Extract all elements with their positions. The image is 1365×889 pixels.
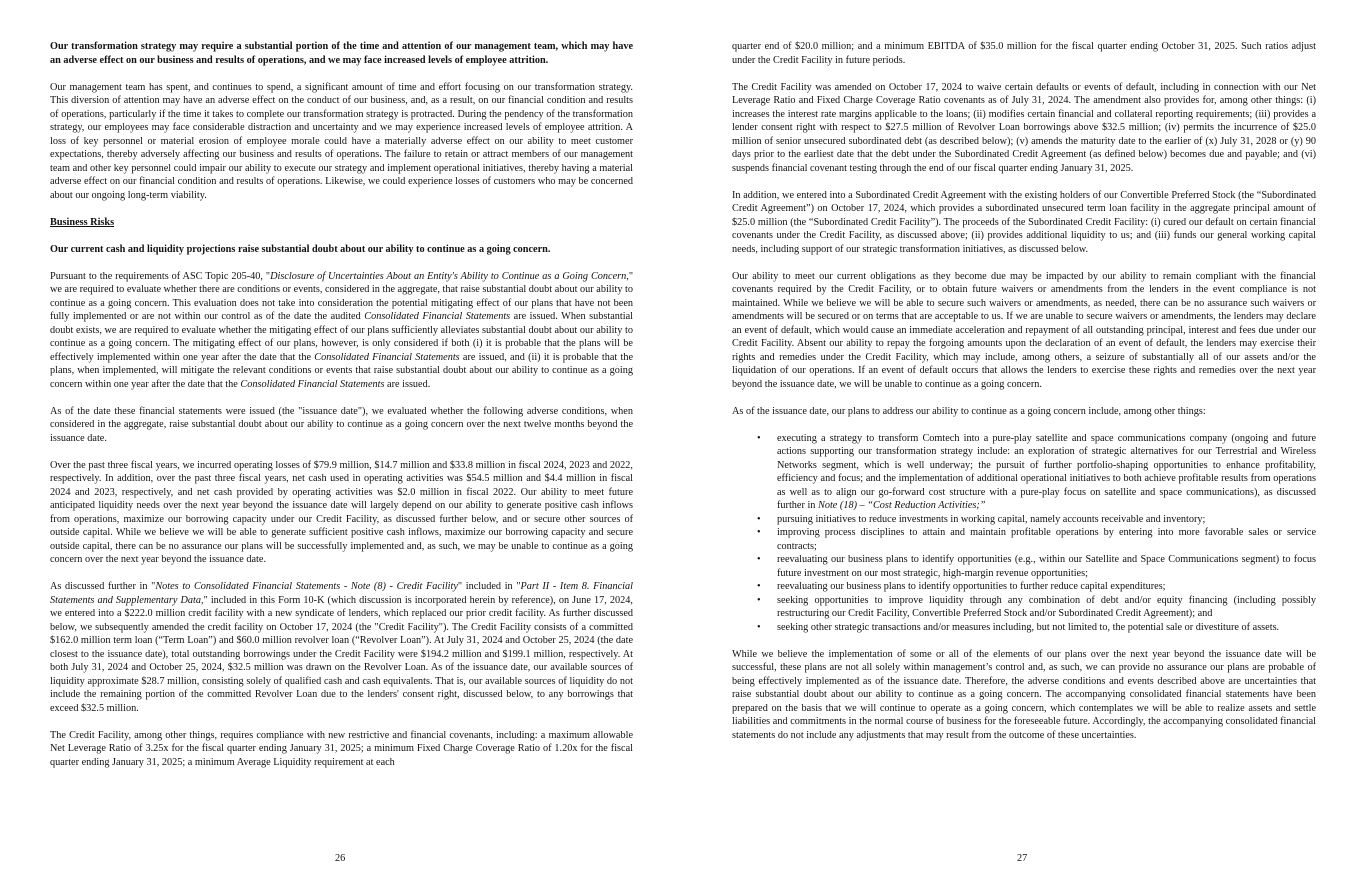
paragraph: Our management team has spent, and continues to spend, a significant amount of time and effort focusing on our transformation strategy. This diversion of attention may have an adverse effect on the conduct of our business, and, as a result, on our financial condition and results of operations, particularly if the time it takes to complete our transformation strategy is protracted. During the pendency of the transformation strategy, our employees may face considerable distraction and uncertainty and we may experience increased levels of employee attrition. A loss of key personnel or material erosion of employee morale could have a materially adverse effect on our ability to meet customer expectations, thereby adversely affecting our business and results of operations. The failure to retain or attract members of our management team and other key personnel could impair our ability to execute our strategy and implement operational initiatives, thereby having a material adverse effect on our financial condition and results of operations. Likewise, we could experience losses of customers who may be concerned about our ongoing long-term viability. [50,81,633,201]
italic-run: Consolidated Financial Statements [314,351,460,363]
paragraph: In addition, we entered into a Subordinated Credit Agreement with the existing holders of our Convertible Preferred Stock (the “Subordinated Credit Agreement”) on October 17, 2024, which provides a subordinated unsecured term loan facility in the aggregate principal amount of $25.0 million (the “Subordinated Credit Facility”). The proceeds of the Subordinated Credit Facility: (i) cured our default on certain financial covenants under the Credit Facility, as discussed above; (ii) provides additional liquidity to us; and (iii) funds our general working capital needs, including support of our strategic transformation initiatives, as discussed below. [732,189,1316,255]
italic-run: Disclosure of Uncertainties About an Entity's Ability to Continue as a Going Concern [270,270,627,282]
text-run: pursuing initiatives to reduce investments in working capital, namely accounts receivable and inventory; [777,513,1206,525]
paragraph: quarter end of $20.0 million; and a minimum EBITDA of $35.0 million for the fiscal quarter ending October 31, 2025. Such ratios adjust under the Credit Facility in future periods. [732,41,1316,66]
italic-run: Consolidated Financial Statements [240,378,385,390]
transformation-risk-heading: Our transformation strategy may require a substantial portion of the time and attention of our management team, which may have an adverse effect on our business and results of operations, and we may face increased levels of employee attrition. [50,41,633,66]
going-concern-risk-heading: Our current cash and liquidity projections raise substantial doubt about our ability to continue as a going concern. [50,243,551,255]
text-run: " included in " [457,581,521,592]
right-page [732,40,1316,742]
list-item [757,513,1316,527]
italic-run: Note (18) – “Cost Reduction Activities;” [818,500,986,511]
text-run: improving process disciplines to attain and maintain profitable operations by entering into more favorable sales or service contracts; [777,527,1316,552]
text-run: As discussed further in " [50,581,156,592]
text-run: " included in this Form 10-K (which discussion is incorporated herein by reference), on June 17, 2024, we entered into a $222.0 million credit facility with a new syndicate of lenders, which replaced our prior credit facility. As further discussed below, we subsequently amended the credit facility on October 17, 2024 (the "Credit Facility"). The Credit Facility consists of a committed $162.0 million term loan (“Term Loan”) and $60.0 million revolver loan (“Revolver Loan”). At July 31, 2024 and October 25, 2024 (the date closest to the issuance date), total outstanding borrowings under the Credit Facility were $194.2 million and $199.1 million, respectively. At both July 31, 2024 and October 25, 2024, $32.5 million was drawn on the Revolver Loan. As of the issuance date, our available sources of liquidity approximate $28.7 million, consisting solely of qualified cash and cash equivalents. That is, our available sources of liquidity do not include the remaining portion of the committed Revolver Loan due to the lenders' consent right, discussed below, to any borrowings that exceed $32.5 million. [50,594,633,714]
text-run: are issued. When substantial doubt exists, we are required to evaluate whether the mitigating effect of our plans sufficiently alleviates substantial doubt about our ability to continue as a going concern. The mitigating effect of our plans, however, is only considered if both (i) it is probable that the plans will be effectively implemented within one year after the date that the [50,311,633,363]
text-run: ," we are required to evaluate whether there are conditions or events, considered in the aggregate, that raise substantial doubt about our ability to continue as a going concern. This evaluation does not take into consideration the potential mitigating effect of our plans that have not been fully implemented or are not within our control as of the date the audited [50,270,633,322]
paragraph: While we believe the implementation of some or all of the elements of our plans over the next year beyond the issuance date will be successful, these plans are not all solely within management’s control and, as such, we can provide no assurance our plans are probable of being effectively implemented as of the issuance date. Therefore, the adverse conditions and events described above are uncertainties that raise substantial doubt about our ability to continue as a going concern. The accompanying consolidated financial statements have been prepared on the basis that we will continue to operate as a going concern, which contemplates we will be able to realize assets and settle liabilities and commitments in the normal course of business for the foreseeable future. Accordingly, the accompanying consolidated financial statements do not include any adjustments that may result from the outcome of these uncertainties. [732,648,1316,741]
paragraph: The Credit Facility, among other things, requires compliance with new restrictive and financial covenants, including: a maximum allowable Net Leverage Ratio of 3.25x for the fiscal quarter ending January 31, 2025; a minimum Fixed Charge Coverage Ratio of 1.20x for the fiscal quarter ending January 31, 2025; a minimum Average Liquidity requirement at each [50,729,633,768]
italic-run: Notes to Consolidated Financial Statements - Note (8) - Credit Facility [155,581,458,592]
text-run: Pursuant to the requirements of ASC Topic 205-40, " [50,270,271,282]
text-run: seeking other strategic transactions and/or measures including, but not limited to, the potential sale or divestiture of assets. [777,621,1280,633]
bullet-icon: • [757,581,761,592]
left-page [50,40,633,769]
italic-run: Part II - Item 8. Financial Statements and Supplementary Data, [50,581,633,606]
list-item [757,580,1316,594]
paragraph: The Credit Facility was amended on October 17, 2024 to waive certain defaults or events of default, including in connection with our Net Leverage Ratio and Fixed Charge Coverage Ratio covenants as of July 31, 2024. The amendment also provides for, among other things: (i) increases the interest rate margins applicable to the loans; (ii) modifies certain financial and collateral reporting requirements; (iii) provides a lender consent right with respect to $27.5 million of Revolver Loan borrowings above $32.5 million; (iv) permits the incurrence of $25.0 million of senior unsecured subordinated debt (as described below); (v) amends the maturity date to the earlier of (x) July 31, 2028 or (y) 90 days prior to the earliest date that the debt under the Subordinated Credit Agreement (as defined below) becomes due and payable; and (vi) suspends financial covenant testing through the end of our fiscal quarter ending January 31, 2025. [732,81,1316,174]
text-run: seeking opportunities to improve liquidity through any combination of debt and/or equity financing (including possibly restructuring our Credit Facility, Convertible Preferred Stock and/or Subordinated Credit Agreement); and [777,594,1316,619]
paragraph [50,580,633,715]
paragraph [50,270,633,392]
list-item [757,553,1316,580]
paragraph: Our ability to meet our current obligations as they become due may be impacted by our ability to remain compliant with the financial covenants required by the Credit Facility, or to obtain future waivers or amendments from the lenders in the event compliance is not maintained. While we believe we will be able to secure such waivers or amendments, as needed, there can be no assurance such waivers or amendments will be secured or on terms that are acceptable to us. If we are unable to secure waivers or amendments, the lenders may declare an event of default, which would cause an immediate acceleration and repayment of all outstanding principal, interest and fees due under our Credit Facility. Absent our ability to repay the forgoing amounts upon the declaration of an event of default, the lenders may exercise their rights and remedies under the Credit Facility, which may include, among others, a seizure of substantially all of our assets and/or the liquidation of our operations. If an event of default occurs that allows the lenders to exercise these rights and remedies over the next year beyond the issuance date, we will be unable to continue as a going concern. [732,270,1316,390]
bullet-icon: • [757,594,761,606]
text-run: executing a strategy to transform Comtech into a pure-play satellite and space communications company (ongoing and future actions supporting our transformation strategy include: an exploration of strategic alternatives for our Terrestrial and Wireless Networks segment, which is well underway; the pursuit of further portfolio-shaping opportunities to enhance profitability, efficiency and focus; and the implementation of additional operational initiatives to both achieve profitable results from operations as well as to align our go-forward cost structure with a pure-play focus on satellite and space communications), as discussed further in [777,432,1316,511]
list-item [757,432,1316,513]
page-number: 26 [335,853,346,864]
text-run: reevaluating our business plans to identify opportunities to further reduce capital expenditures; [777,581,1166,592]
bullet-icon: • [757,513,761,525]
list-item [757,621,1316,635]
paragraph: As of the issuance date, our plans to address our ability to continue as a going concern include, among other things: [732,405,1206,417]
bullet-icon: • [757,432,761,444]
text-run: are issued, and (ii) it is probable that the plans, when implemented, will mitigate the relevant conditions or events that raise substantial doubt about our ability to continue as a going concern within one year after the date that the [50,351,633,390]
text-run: reevaluating our business plans to identify opportunities (e.g., within our Satellite and Space Communications segment) to focus future investment on our most strategic, high-margin revenue opportunities; [777,554,1316,579]
bullet-icon: • [757,527,761,538]
paragraph: As of the date these financial statements were issued (the "issuance date"), we evaluated whether the following adverse conditions, when considered in the aggregate, raise substantial doubt about our ability to continue as a going concern over the next twelve months beyond the issuance date. [50,405,633,444]
italic-run: Consolidated Financial Statements [364,311,511,322]
text-run: are issued. [384,378,431,390]
page-number: 27 [1017,853,1028,864]
paragraph: Over the past three fiscal years, we incurred operating losses of $79.9 million, $14.7 million and $33.8 million in fiscal 2024, 2023 and 2022, respectively. In addition, over the past three fiscal years, net cash used in operating activities was $54.5 million and $4.4 million in fiscal 2024 and 2023, respectively, and net cash provided by operating activities was $2.0 million in fiscal 2022. Our ability to meet future anticipated liquidity needs over the next year beyond the issuance date will largely depend on our ability to generate positive cash inflows from operations, maximize our borrowing capacity under our Credit Facility, as discussed further below, and or secure other sources of outside capital. While we believe we will be able to generate sufficient positive cash inflows, maximize our borrowing capacity and secure outside capital, there can be no assurance our plans will be successfully implemented and, as such, we may be unable to continue as a going concern over the next year beyond the issuance date. [50,459,633,565]
list-item [757,526,1316,553]
plans-list [732,432,1316,635]
list-item [757,594,1316,621]
bullet-icon: • [757,621,761,633]
bullet-icon: • [757,554,761,565]
business-risks-heading: Business Risks [50,216,115,228]
